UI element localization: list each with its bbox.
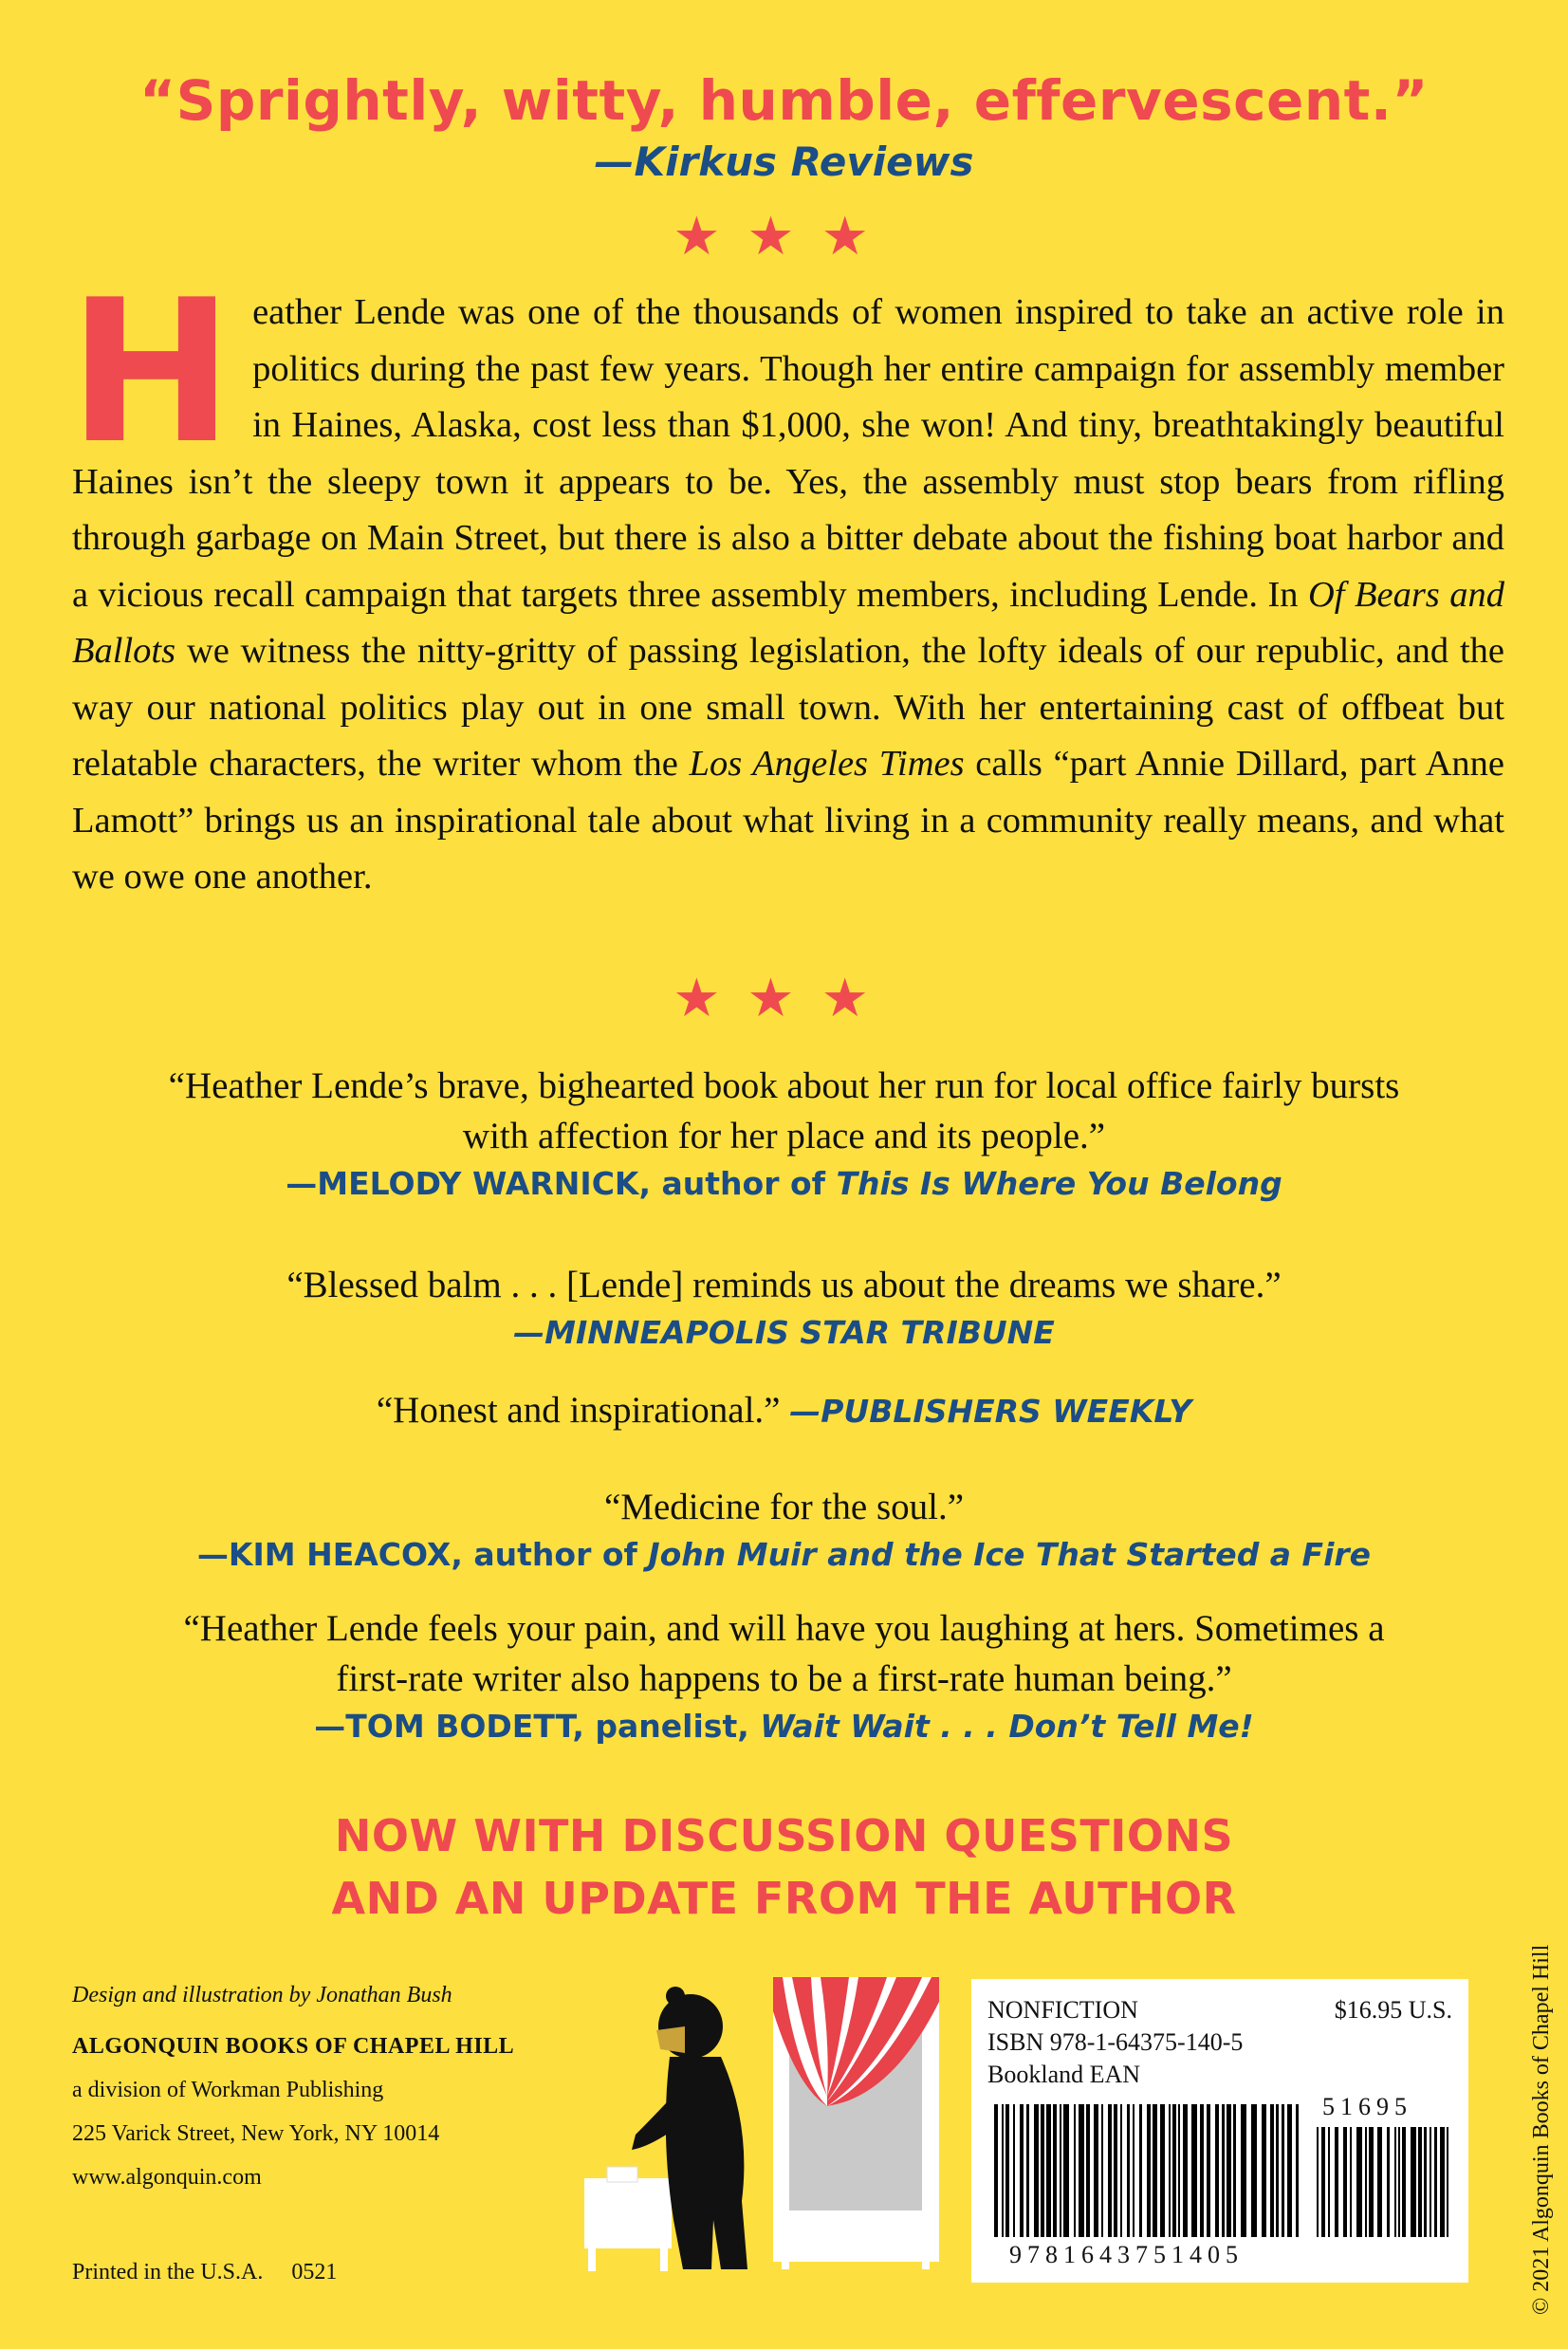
review-bodett — [0, 1603, 1568, 1749]
barcode-digits: 9781643751405 — [1009, 2241, 1244, 2268]
copyright-notice: © 2021 Algonquin Books of Chapel Hill — [1529, 1944, 1554, 2315]
book-description — [68, 258, 1505, 906]
review-source: —MELODY WARNICK, author of This Is Where You Belong — [286, 1165, 1282, 1202]
barcode-icon — [985, 2099, 1459, 2250]
addon-digits: 51695 — [1322, 2093, 1412, 2120]
book-title-italic: Of Bears and Ballots — [72, 574, 1505, 671]
review-source: —PUBLISHERS WEEKLY — [789, 1393, 1192, 1430]
review-quote-line: “Heather Lende’s brave, bighearted book about her run for local office fairly bursts — [168, 1065, 1400, 1106]
review-heacox — [0, 1482, 1568, 1578]
publisher-info — [72, 1973, 514, 2199]
description-text-1: eather Lende was one of the thousands of women inspired to take an active role in politics during the past few years. Though her entire campaign for assembly member in Haines, Alaska, cost less than $1,000, she won! And tiny, breathtakingly beautiful Haines isn’t the sleepy town it appears to be. Yes, the assembly must stop bears from rifling through garbage on Main Street, but there is also a bitter debate about the fishing boat harbor and a vicious recall campaign that targets three assembly members, including Lende. In — [72, 292, 1504, 615]
promo-line: AND AN UPDATE FROM THE AUTHOR — [331, 1873, 1237, 1924]
review-source: —TOM BODETT, panelist, Wait Wait . . . Don’t Tell Me! — [314, 1708, 1254, 1745]
publisher-address: 225 Varick Street, New York, NY 10014 — [72, 2121, 440, 2146]
promo-line: NOW WITH DISCUSSION QUESTIONS — [334, 1810, 1234, 1861]
printed-info: Printed in the U.S.A. 0521 — [72, 2260, 338, 2284]
headline-quote: “Sprightly, witty, humble, effervescent.” — [138, 68, 1430, 133]
design-credit: Design and illustration by Jonathan Bush — [72, 1983, 452, 2007]
review-quote-line: with affection for her place and its people.” — [462, 1116, 1106, 1156]
isbn-label: ISBN 978-1-64375-140-5 — [987, 2028, 1244, 2056]
review-quote: “Medicine for the soul.” — [603, 1487, 965, 1527]
review-quote: “Honest and inspirational.” —PUBLISHERS WEEKLY — [376, 1390, 1192, 1431]
review-publishers-weekly — [0, 1385, 1568, 1436]
review-warnick — [0, 1061, 1568, 1207]
review-quote: “Blessed balm . . . [Lende] reminds us about the dreams we share.” — [286, 1265, 1282, 1305]
review-source: —KIM HEACOX, author of John Muir and the Ice That Started a Fire — [196, 1536, 1372, 1573]
newspaper-name-italic: Los Angeles Times — [689, 744, 965, 784]
review-quote-line: first-rate writer also happens to be a first-rate human being.” — [336, 1658, 1232, 1699]
headline-source: —Kirkus Reviews — [594, 139, 974, 185]
category-label: NONFICTION — [987, 1996, 1138, 2024]
ean-label: Bookland EAN — [987, 2061, 1141, 2088]
publisher-name: ALGONQUIN BOOKS OF CHAPEL HILL — [72, 2034, 515, 2059]
description-text-2: we witness the nitty-gritty of passing legislation, the lofty ideals of our republic, and the way our national politics play out in one small town. With her entertaining cast of offbeat but relatable characters, the writer whom the — [72, 631, 1504, 784]
review-quote-line: “Heather Lende feels your pain, and will have you laughing at hers. Sometimes a — [183, 1608, 1385, 1649]
dropcap-letter: H — [68, 258, 234, 488]
barcode-panel — [971, 1979, 1468, 2283]
star-divider-bottom: ★★★ — [673, 970, 895, 1028]
promo-banner — [0, 1804, 1568, 1930]
review-star-tribune — [0, 1260, 1568, 1356]
bear-voting-illustration — [579, 1973, 958, 2277]
description-text-3: calls “part Annie Dillard, part Anne Lamott” brings us an inspirational tale about what living in a community really means, and what we owe one another. — [72, 744, 1504, 897]
publisher-division: a division of Workman Publishing — [72, 2078, 384, 2102]
price-label: $16.95 U.S. — [1334, 1996, 1452, 2024]
review-source: —MINNEAPOLIS STAR TRIBUNE — [513, 1314, 1055, 1351]
star-divider-top: ★★★ — [673, 208, 895, 267]
publisher-website: www.algonquin.com — [72, 2165, 262, 2190]
